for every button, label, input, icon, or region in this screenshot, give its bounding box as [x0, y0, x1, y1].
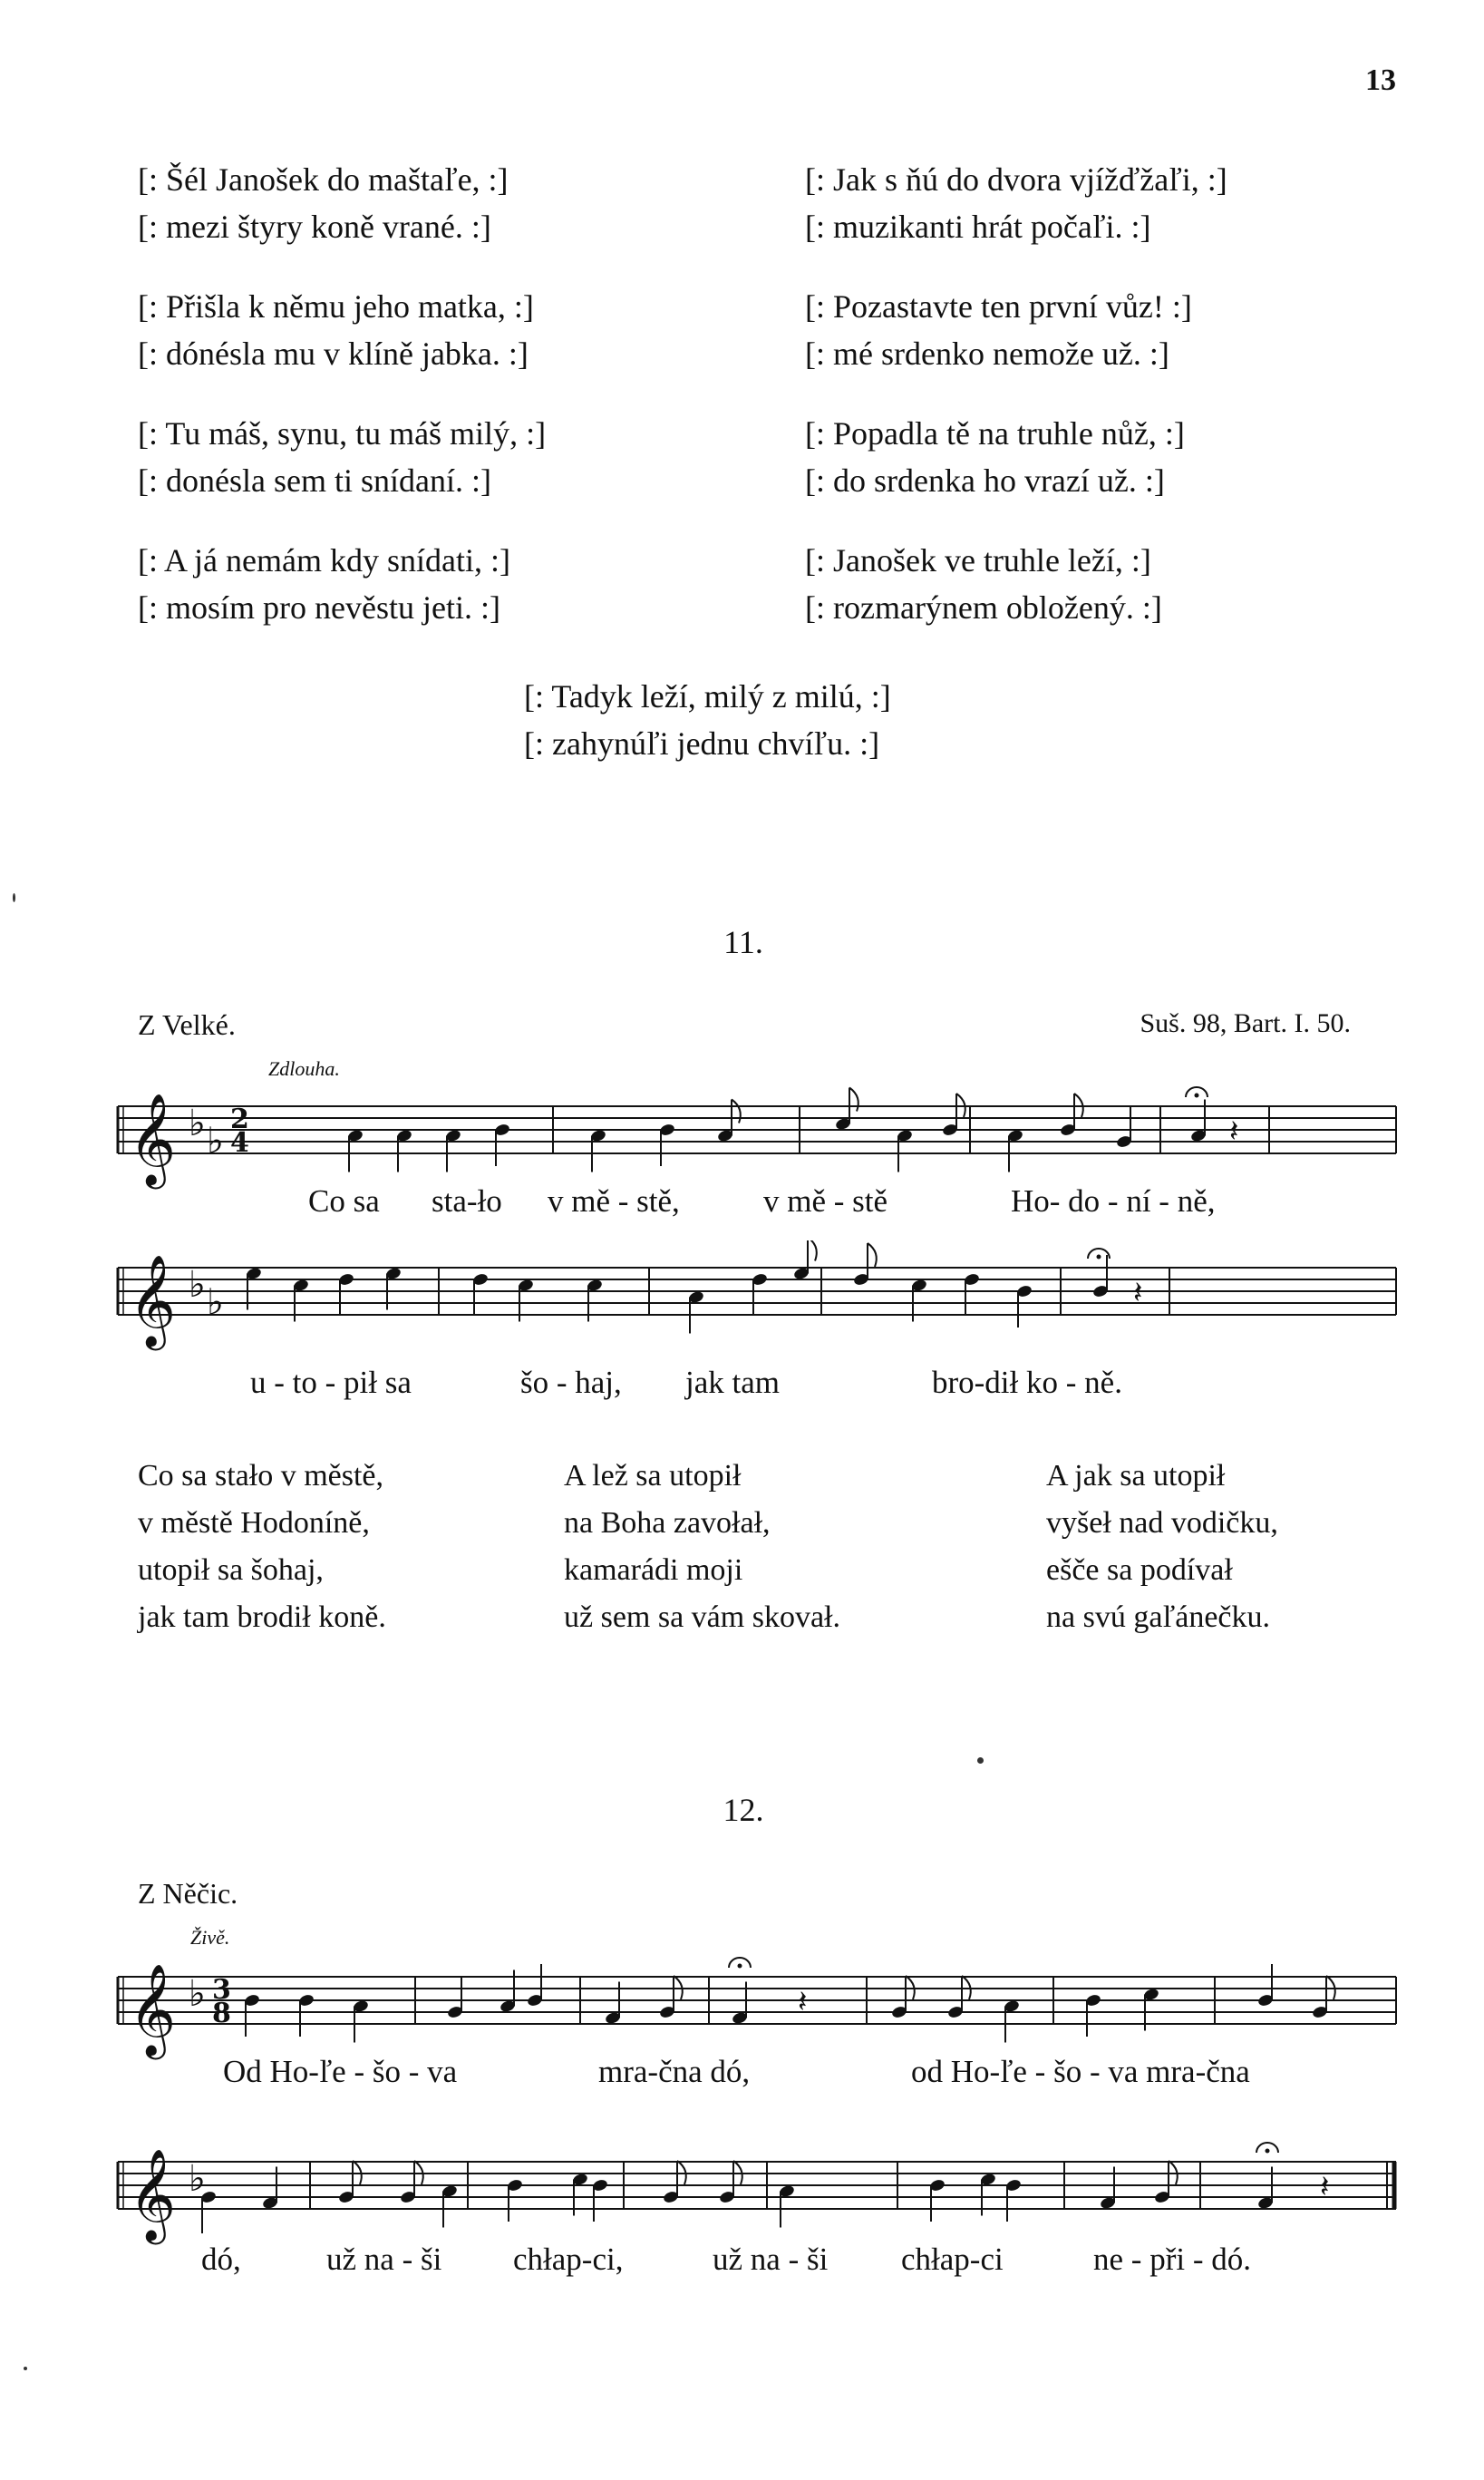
song-12-number: 12. [723, 1792, 764, 1828]
verse-line: jak tam brodił koně. [138, 1600, 386, 1634]
treble-clef-icon: 𝄞 [129, 1253, 177, 1347]
time-signature-bottom: 8 [212, 1998, 231, 2029]
song-11-staff-2 [100, 1240, 1405, 1367]
print-speck [13, 893, 15, 902]
rest-icon: 𝄽 [1133, 1275, 1143, 1311]
fermata-dot [1195, 1094, 1199, 1098]
rest-icon: 𝄽 [1229, 1114, 1239, 1150]
song-11-reference: Suš. 98, Bart. I. 50. [1140, 1008, 1351, 1038]
song-11-lyrics-2 [0, 1365, 1484, 1410]
verse-line: na svú gaľánečku. [1046, 1600, 1270, 1634]
stanza-line: [: dónésla mu v klíně jabka. :] [138, 336, 529, 372]
time-signature-top: 2 [230, 1104, 249, 1135]
stanza-line: [: muzikanti hrát počaľi. :] [805, 209, 1151, 245]
flat-sign-icon: ♭ [207, 1120, 224, 1162]
song-11-tempo: Zdlouha. [268, 1057, 340, 1080]
lyric-syllable: už na - ši [326, 2242, 442, 2277]
flat-sign-icon: ♭ [189, 2158, 206, 2200]
stanza-line: [: Přišla k němu jeho matka, :] [138, 288, 534, 325]
rest-icon: 𝄽 [1320, 2169, 1330, 2205]
stanza-line: [: Janošek ve truhle leží, :] [805, 542, 1151, 579]
note-flag [849, 1088, 858, 1112]
song-12-lyrics-2 [0, 2242, 1484, 2287]
flat-sign-icon: ♭ [189, 1103, 206, 1144]
stanza-line: [: Šél Janošek do maštaľe, :] [138, 161, 509, 198]
song-12-origin: Z Něčic. [138, 1877, 238, 1910]
stanza-final [524, 673, 891, 767]
stanza-line: [: mé srdenko nemože už. :] [805, 336, 1169, 372]
lyric-syllable: dó, [201, 2242, 241, 2277]
print-speck [24, 2367, 27, 2370]
time-signature-top: 3 [212, 1974, 231, 2006]
stanza-line: [: Tu máš, synu, tu máš milý, :] [138, 415, 547, 452]
stanza-line: [: A já nemám kdy snídati, :] [138, 542, 510, 579]
verse-line: v městě Hodoníně, [138, 1506, 370, 1540]
verse-line: utopił sa šohaj, [138, 1553, 324, 1587]
treble-clef-icon: 𝄞 [129, 2147, 177, 2241]
stanza-line: [: zahynúľi jednu chvíľu. :] [524, 725, 880, 762]
song-11-number: 11. [723, 924, 763, 960]
stanza-line: [: mosím pro nevěstu jeti. :] [138, 589, 500, 626]
stanza-line: [: Popadla tě na truhle nůž, :] [805, 415, 1185, 452]
fermata-dot [1266, 2149, 1270, 2154]
verse-line: Co sa stało v městě, [138, 1459, 384, 1493]
lyric-syllable: chłap-ci, [513, 2242, 624, 2277]
stanza-line: [: rozmarýnem obložený. :] [805, 589, 1162, 626]
verse-line: kamarádi moji [564, 1553, 743, 1587]
flat-sign-icon: ♭ [207, 1281, 224, 1324]
note-flag [808, 1240, 817, 1261]
stanzas-left-column [138, 156, 546, 631]
song-12-tempo: Živě. [190, 1926, 230, 1949]
song-12-lyrics-1 [0, 2054, 1484, 2099]
lyric-syllable: v mě - stě, [548, 1183, 680, 1219]
song-11-lyrics-1 [0, 1183, 1484, 1229]
verse-line: A jak sa utopił [1046, 1459, 1226, 1493]
page-number: 13 [1365, 63, 1396, 97]
lyric-syllable: Ho- do - ní - ně, [1011, 1183, 1216, 1219]
lyric-syllable: Co sa [308, 1183, 380, 1219]
song-11-verse-1 [138, 1453, 386, 1641]
lyric-syllable: od Ho-ľe - šo - va mra-čna [911, 2054, 1250, 2089]
lyric-syllable: Od Ho-ľe - šo - va [223, 2054, 458, 2089]
verse-line: vyšeł nad vodičku, [1046, 1506, 1278, 1540]
flat-sign-icon: ♭ [189, 1973, 206, 2015]
lyric-syllable: už na - ši [713, 2242, 829, 2277]
note-flag [732, 1100, 741, 1123]
lyric-syllable: chłap-ci [901, 2242, 1004, 2277]
lyric-syllable: sta-ło [432, 1183, 502, 1219]
lyric-syllable: šo - haj, [520, 1365, 622, 1400]
fermata-dot [1097, 1255, 1101, 1259]
stanza-line: [: Jak s ňú do dvora vjížďžaľi, :] [805, 161, 1227, 198]
rest-icon: 𝄽 [798, 1984, 808, 2020]
verse-line: na Boha zavołał, [564, 1506, 771, 1540]
fermata-dot [738, 1964, 742, 1969]
treble-clef-icon: 𝄞 [129, 1092, 177, 1185]
treble-clef-icon: 𝄞 [129, 1962, 177, 2056]
lyric-syllable: ne - při - dó. [1093, 2242, 1251, 2277]
lyric-syllable: bro-dił ko - ně. [932, 1365, 1122, 1400]
lyric-syllable: v mě - stě [763, 1183, 888, 1219]
song-11-verse-2 [564, 1453, 840, 1641]
time-signature-bottom: 4 [230, 1127, 249, 1159]
stanza-line: [: donésla sem ti snídaní. :] [138, 462, 491, 499]
verse-line: ešče sa podívał [1046, 1553, 1233, 1587]
lyric-syllable: u - to - pił sa [250, 1365, 412, 1400]
note-flag [868, 1243, 877, 1267]
stanza-line: [: Tadyk leží, milý z milú, :] [524, 678, 891, 715]
verse-line: už sem sa vám skovał. [564, 1600, 840, 1634]
stanzas-right-column [805, 156, 1227, 631]
lyric-syllable: jak tam [685, 1365, 780, 1400]
stanza-line: [: mezi štyry koně vrané. :] [138, 209, 491, 245]
song-11-origin: Z Velké. [138, 1008, 236, 1041]
song-11-verse-3 [1046, 1453, 1278, 1641]
flat-sign-icon: ♭ [189, 1264, 206, 1306]
stanza-line: [: do srdenka ho vrazí už. :] [805, 462, 1165, 499]
print-speck [977, 1757, 984, 1764]
lyric-syllable: mra-čna dó, [598, 2054, 751, 2089]
stanza-line: [: Pozastavte ten první vůz! :] [805, 288, 1192, 325]
verse-line: A lež sa utopił [564, 1459, 742, 1493]
